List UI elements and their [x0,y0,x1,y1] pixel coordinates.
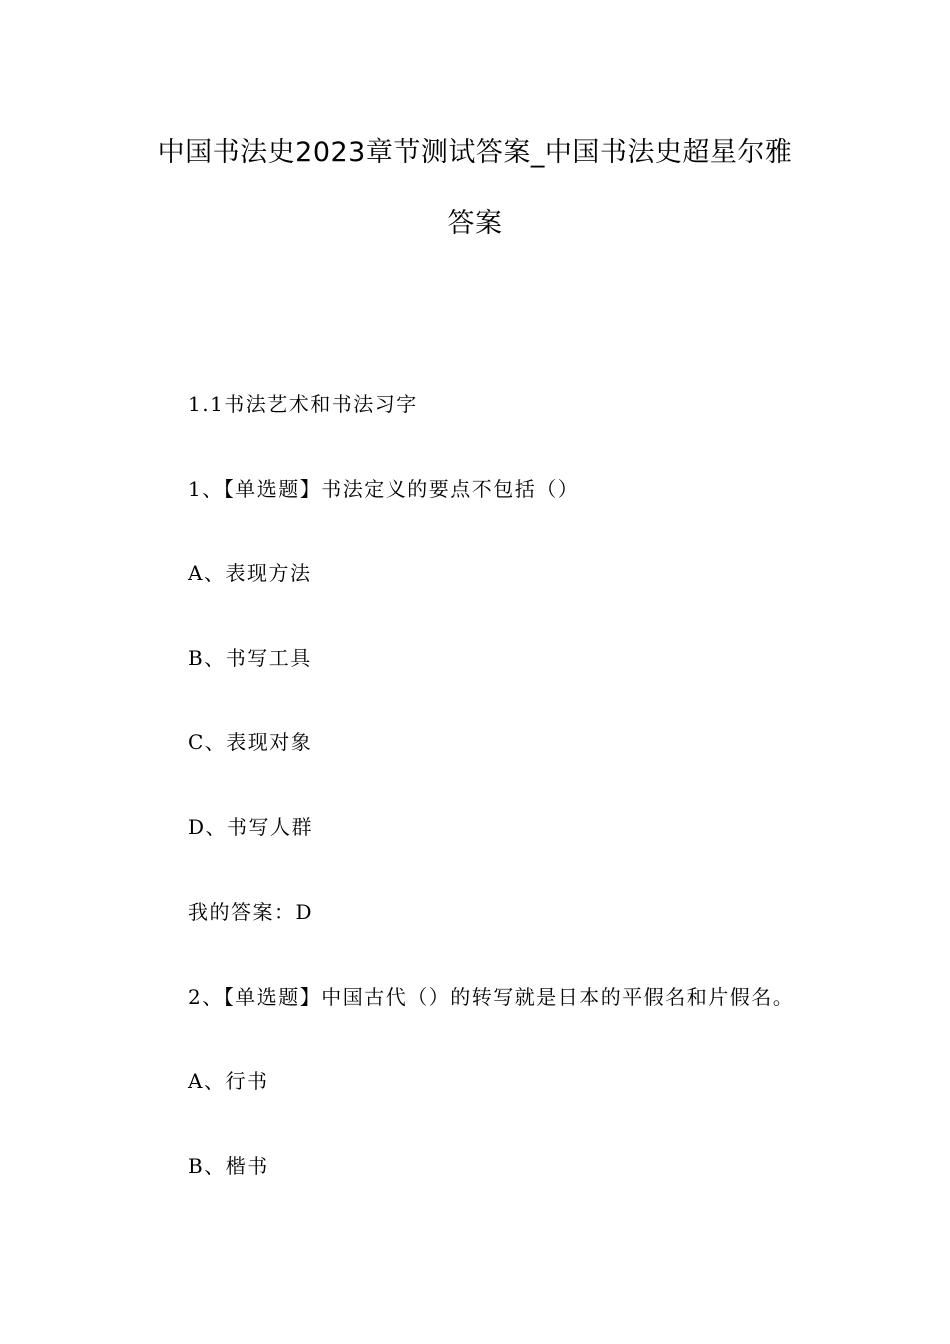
question-1-answer: 我的答案：D [188,900,314,924]
question-1-option-a: A、表现方法 [188,561,312,585]
question-1-option-b: B、书写工具 [188,646,312,670]
section-heading: 1.1书法艺术和书法习字 [188,392,418,416]
question-2-option-b: B、楷书 [188,1154,269,1178]
question-1-stem: 1、【单选题】书法定义的要点不包括（） [188,477,580,501]
question-2-option-a: A、行书 [188,1069,269,1093]
document-title-line-1: 中国书法史2023章节测试答案_中国书法史超星尔雅 [157,137,793,168]
question-1-option-c: C、表现对象 [188,730,313,754]
question-1-option-d: D、书写人群 [188,815,314,839]
document-title-line-2: 答案 [447,208,503,239]
question-2-stem: 2、【单选题】中国古代（）的转写就是日本的平假名和片假名。 [188,985,795,1009]
